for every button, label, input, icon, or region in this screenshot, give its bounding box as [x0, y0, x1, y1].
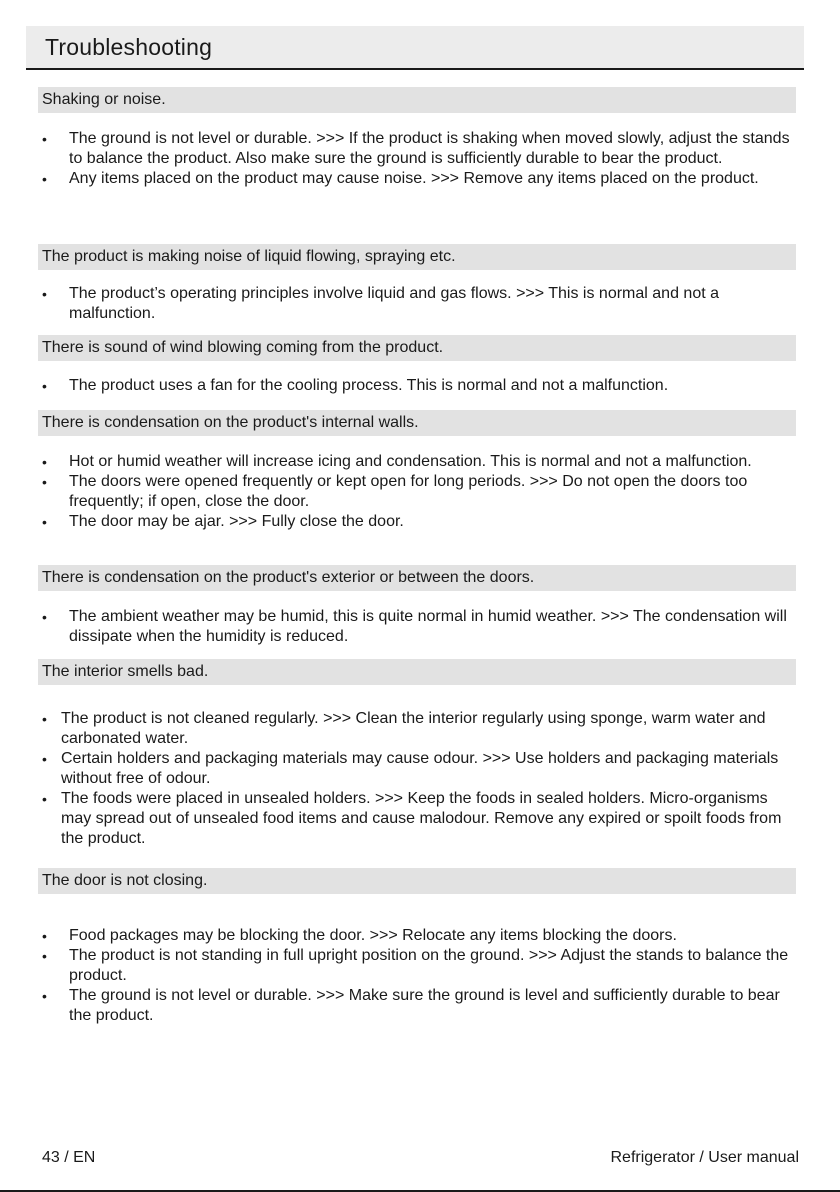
- manual-title: Refrigerator / User manual: [610, 1149, 799, 1166]
- bullet-icon: •: [42, 171, 47, 187]
- section-list-bad-smell: [40, 709, 796, 849]
- page-header: [26, 26, 804, 70]
- bullet-icon: •: [42, 474, 47, 490]
- section-title: There is condensation on the product's internal walls.: [42, 414, 419, 431]
- bullet-icon: •: [42, 791, 47, 807]
- section-list-door-not-closing: [40, 926, 796, 1026]
- bullet-icon: •: [42, 609, 47, 625]
- section-header-internal-condensation: [38, 410, 796, 436]
- list-item: • The product is not cleaned regularly. >>> Clean the interior regularly using sponge, warm water and carbonated water.: [42, 710, 766, 747]
- section-list-wind-sound: [40, 376, 796, 396]
- section-title: There is sound of wind blowing coming from the product.: [42, 339, 444, 356]
- bullet-icon: •: [42, 378, 47, 394]
- list-item: • The product is not standing in full upright position on the ground. >>> Adjust the stands to balance the product.: [42, 947, 789, 984]
- list-item: • The ambient weather may be humid, this is quite normal in humid weather. >>> The condensation will dissipate when the humidity is reduced.: [42, 608, 787, 645]
- list-item: • Food packages may be blocking the door. >>> Relocate any items blocking the doors.: [42, 927, 677, 944]
- list-item: • The ground is not level or durable. >>> Make sure the ground is level and sufficiently durable to bear the product.: [42, 987, 780, 1024]
- bullet-icon: •: [42, 131, 47, 147]
- bullet-icon: •: [42, 988, 47, 1004]
- section-header-bad-smell: [38, 659, 796, 685]
- section-list-exterior-condensation: [40, 607, 796, 647]
- section-header-shaking: [38, 87, 796, 113]
- section-header-door-not-closing: [38, 868, 796, 894]
- bullet-icon: •: [42, 514, 47, 530]
- list-item: • The product’s operating principles involve liquid and gas flows. >>> This is normal and not a malfunction.: [42, 285, 720, 322]
- section-header-exterior-condensation: [38, 565, 796, 591]
- bullet-icon: •: [42, 948, 47, 964]
- section-list-liquid-noise: [40, 284, 796, 324]
- section-list-shaking: [40, 129, 796, 189]
- section-header-wind-sound: [38, 335, 796, 361]
- list-item: • The product uses a fan for the cooling process. This is normal and not a malfunction.: [42, 377, 669, 394]
- section-title: Shaking or noise.: [42, 91, 166, 108]
- page-number: 43 / EN: [42, 1149, 96, 1166]
- list-item: • Hot or humid weather will increase icing and condensation. This is normal and not a malfunction.: [42, 453, 752, 470]
- list-item: • Certain holders and packaging materials may cause odour. >>> Use holders and packaging materials without free of odour.: [42, 750, 779, 787]
- list-item: • The doors were opened frequently or kept open for long periods. >>> Do not open the doors too frequently; if open, close the door.: [42, 473, 748, 510]
- section-title: The product is making noise of liquid flowing, spraying etc.: [42, 248, 456, 265]
- section-title: The interior smells bad.: [42, 663, 209, 680]
- bullet-icon: •: [42, 711, 47, 727]
- list-item: • Any items placed on the product may cause noise. >>> Remove any items placed on the product.: [42, 170, 759, 187]
- section-title: The door is not closing.: [42, 872, 208, 889]
- bullet-icon: •: [42, 928, 47, 944]
- list-item: • The door may be ajar. >>> Fully close the door.: [42, 513, 404, 530]
- section-header-liquid-noise: [38, 244, 796, 270]
- bullet-icon: •: [42, 454, 47, 470]
- section-list-internal-condensation: [40, 452, 796, 532]
- page-title: Troubleshooting: [45, 34, 213, 60]
- bullet-icon: •: [42, 286, 47, 302]
- list-item: • The foods were placed in unsealed holders. >>> Keep the foods in sealed holders. Micro-organisms may spread out of unsealed food items and cause malodour. Remove any expired or spoilt foods from the product.: [42, 790, 782, 847]
- section-title: There is condensation on the product's exterior or between the doors.: [42, 569, 535, 586]
- bullet-icon: •: [42, 751, 47, 767]
- list-item: • The ground is not level or durable. >>> If the product is shaking when moved slowly, adjust the stands to balance the product. Also make sure the ground is sufficiently durable to bear the product.: [42, 130, 790, 167]
